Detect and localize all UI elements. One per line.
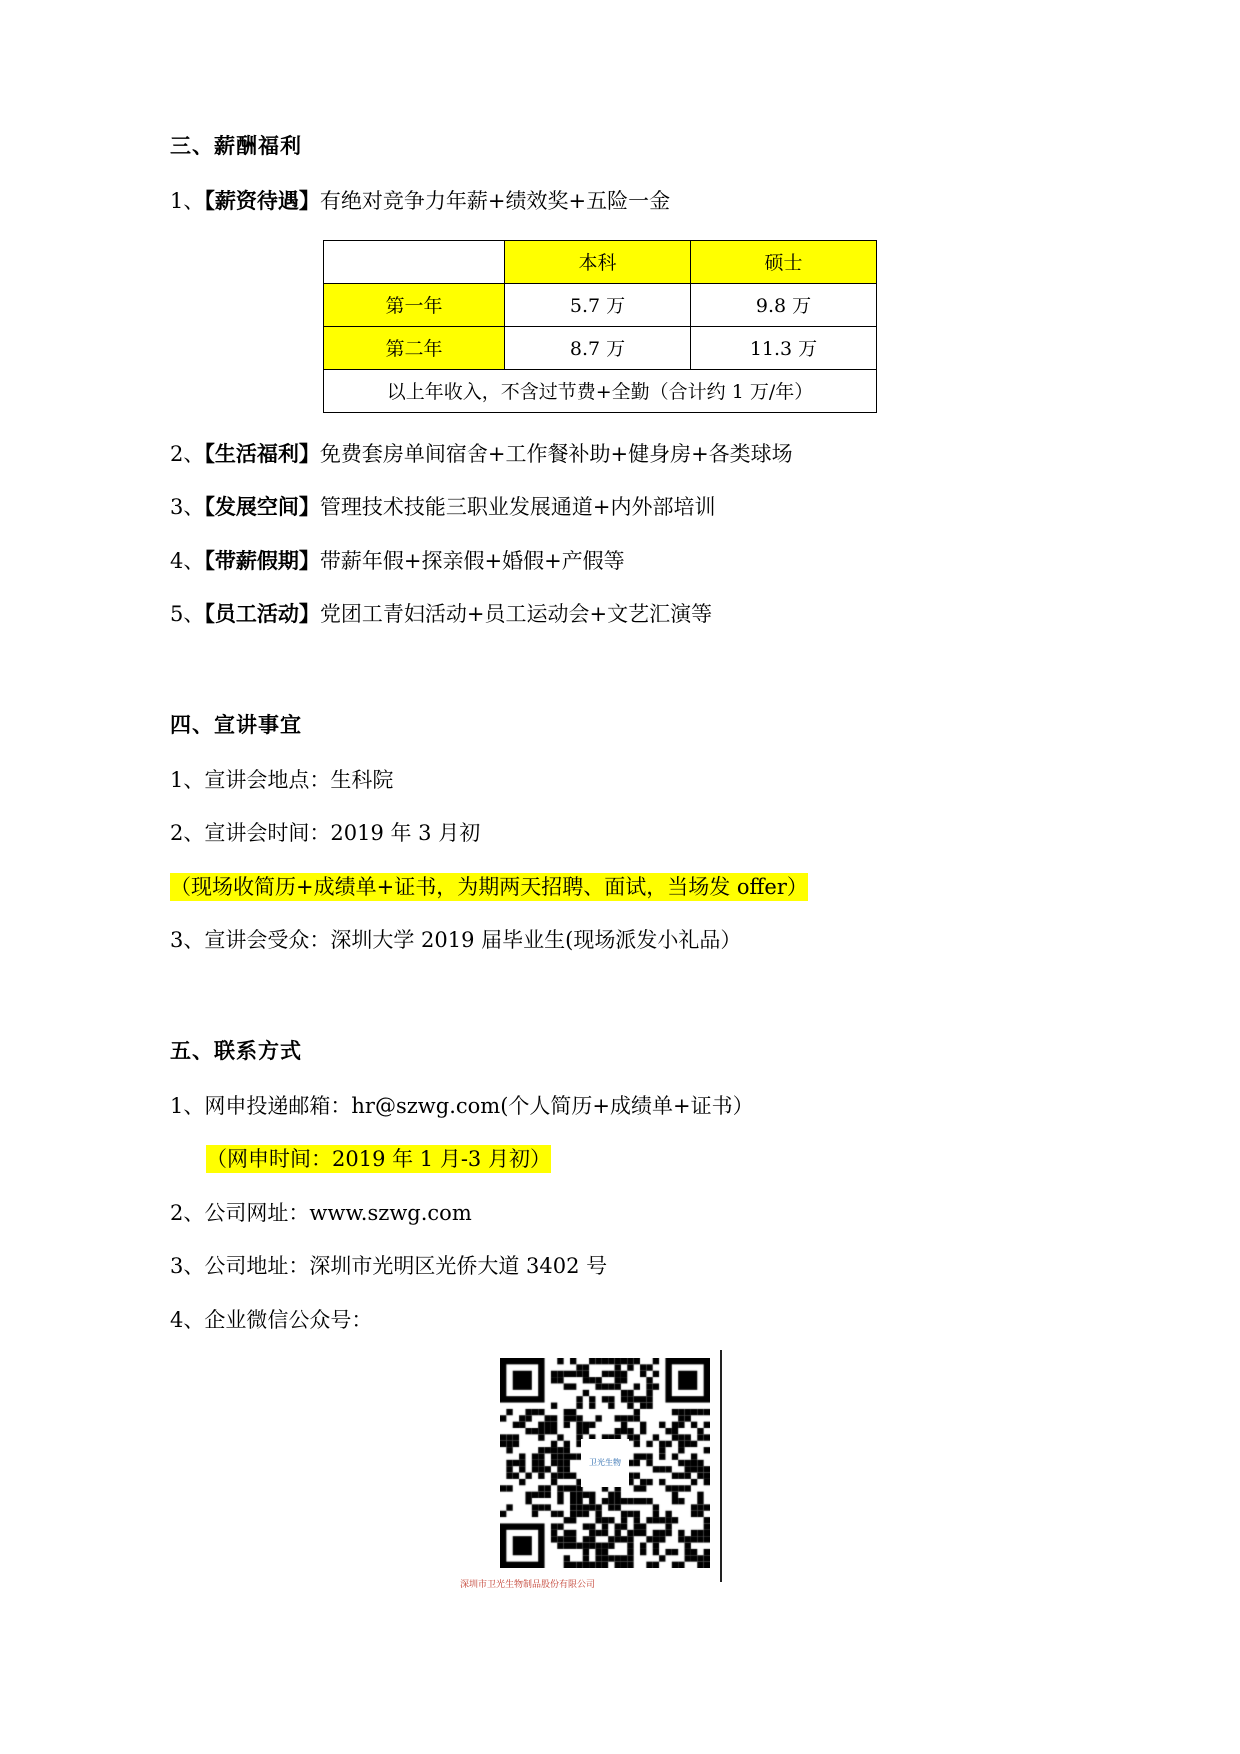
item-text: 管理技术技能三职业发展通道+内外部培训 — [319, 495, 716, 519]
table-cell: 9.8 万 — [691, 283, 877, 326]
table-row — [324, 326, 877, 369]
qr-logo: 卫光生物 — [581, 1439, 629, 1487]
item-number: 2、 — [170, 1200, 205, 1225]
list-item — [170, 1198, 1070, 1230]
spacer — [170, 653, 1070, 709]
list-item — [170, 599, 1070, 631]
item-number: 4、 — [170, 1307, 205, 1332]
item-text: 公司网址：www.szwg.com — [204, 1200, 472, 1225]
salary-table-container — [170, 240, 1070, 413]
table-row — [324, 369, 877, 412]
item-text: 有绝对竞争力年薪+绩效奖+五险一金 — [319, 189, 671, 213]
item-number: 5、 — [170, 602, 205, 626]
list-item — [170, 546, 1070, 578]
item-text: 党团工青妇活动+员工运动会+文艺汇演等 — [319, 602, 713, 626]
table-col-header: 本科 — [505, 240, 691, 283]
table-cell: 5.7 万 — [505, 283, 691, 326]
qr-caption: 深圳市卫光生物制品股份有限公司 — [460, 1580, 596, 1590]
item-text: 宣讲会受众：深圳大学 2019 届毕业生(现场派发小礼品） — [204, 928, 742, 952]
item-text: 带薪年假+探亲假+婚假+产假等 — [319, 548, 625, 573]
list-item — [170, 439, 1070, 471]
item-number: 4、 — [170, 548, 205, 573]
item-text: 公司地址：深圳市光明区光侨大道 3402 号 — [204, 1254, 608, 1278]
item-number: 3、 — [170, 1254, 205, 1278]
item-tag: 【员工活动】 — [204, 602, 320, 626]
highlighted-note — [170, 872, 1070, 904]
item-tag: 【薪资待遇】 — [204, 189, 320, 213]
table-note: 以上年收入，不含过节费+全勤（合计约 1 万/年） — [324, 369, 877, 412]
item-number: 3、 — [170, 928, 205, 952]
item-text: 网申投递邮箱：hr@szwg.com(个人简历+成绩单+证书） — [204, 1093, 754, 1118]
wechat-qr-code — [500, 1358, 710, 1568]
list-item — [170, 1251, 1070, 1283]
list-item — [170, 1305, 1070, 1337]
list-item — [170, 1091, 1070, 1123]
table-row-label: 第二年 — [324, 326, 505, 369]
table-col-header: 硕士 — [691, 240, 877, 283]
list-item — [170, 818, 1070, 850]
item-text: 宣讲会时间：2019 年 3 月初 — [204, 821, 481, 845]
table-row — [324, 240, 877, 283]
item-number: 1、 — [170, 1093, 205, 1118]
list-item — [170, 492, 1070, 524]
item-tag: 【发展空间】 — [204, 495, 320, 519]
spacer — [170, 979, 1070, 1035]
item-text: 企业微信公众号： — [204, 1307, 373, 1332]
item-number: 1、 — [170, 189, 205, 213]
list-item — [170, 925, 1070, 957]
table-row-label: 第一年 — [324, 283, 505, 326]
salary-table — [323, 240, 877, 413]
section-heading-contact: 五、联系方式 — [170, 1038, 302, 1063]
qr-edge-line — [720, 1350, 722, 1582]
item-number: 2、 — [170, 441, 205, 466]
item-number: 2、 — [170, 821, 205, 845]
section-heading-presentation: 四、宣讲事宜 — [170, 712, 302, 737]
item-tag: 【带薪假期】 — [204, 548, 320, 573]
list-item — [170, 186, 1070, 218]
item-text: （现场收简历+成绩单+证书，为期两天招聘、面试，当场发 offer） — [170, 874, 808, 899]
table-cell: 8.7 万 — [505, 326, 691, 369]
table-corner-cell — [324, 240, 505, 283]
item-number: 1、 — [170, 767, 205, 792]
table-row — [324, 283, 877, 326]
highlighted-note — [170, 1144, 1070, 1176]
list-item — [170, 765, 1070, 797]
item-text: 宣讲会地点：生科院 — [204, 767, 394, 792]
qr-code-block — [170, 1358, 1070, 1590]
section-heading-salary: 三、薪酬福利 — [170, 134, 302, 158]
item-text: 免费套房单间宿舍+工作餐补助+健身房+各类球场 — [319, 441, 793, 466]
item-text: （网申时间：2019 年 1 月-3 月初） — [206, 1147, 551, 1171]
item-number: 3、 — [170, 495, 205, 519]
table-cell: 11.3 万 — [691, 326, 877, 369]
item-tag: 【生活福利】 — [204, 441, 320, 466]
